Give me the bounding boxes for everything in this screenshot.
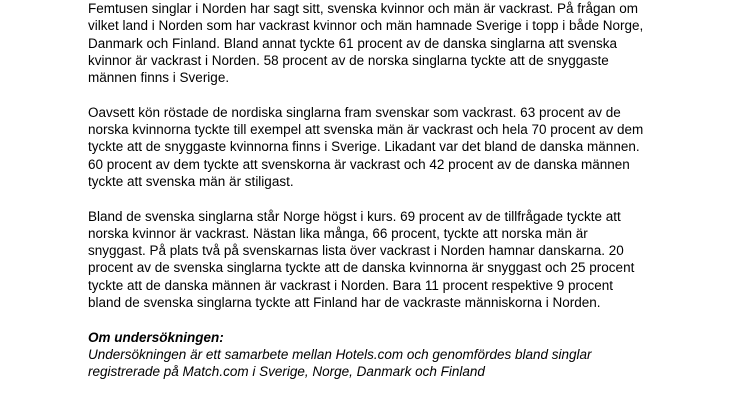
text-line: snyggast. På plats två på svenskarnas lista över vackrast i Norden hamnar danskarna. 20 <box>88 243 624 259</box>
text-line: norska kvinnorna tyckte till exempel att svenska män är vackrast och hela 70 procent av dem <box>88 122 644 138</box>
text-line: norska kvinnor är vackrast. Nästan lika många, 66 procent, tyckte att norska män är <box>88 225 588 241</box>
text-line: 60 procent av dem tyckte att svenskorna är vackrast och 42 procent av de danska männen <box>88 156 630 172</box>
text-line: kvinnor är vackrast i Norden. 58 procent av de norska singlarna tyckte att de snyggaste <box>88 52 609 68</box>
text-line: bland de svenska singlarna tyckte att Finland har de vackraste människorna i Norden. <box>88 295 601 311</box>
paragraph-2 <box>88 104 728 190</box>
text-line: vilket land i Norden som har vackrast kvinnor och män hamnade Sverige i topp i både Norge, <box>88 18 644 34</box>
paragraph-3 <box>88 208 728 312</box>
about-section <box>88 329 728 381</box>
text-line: tyckte att svenska män är stiligast. <box>88 173 294 189</box>
about-text-line: Undersökningen är ett samarbete mellan Hotels.com och genomfördes bland singlar <box>88 346 592 362</box>
text-line: Bland de svenska singlarna står Norge högst i kurs. 69 procent av de tillfrågade tyckte att <box>88 208 621 224</box>
text-line: Femtusen singlar i Norden har sagt sitt, svenska kvinnor och män är vackrast. På frågan om <box>88 1 638 16</box>
about-heading: Om undersökningen: <box>88 329 224 345</box>
paragraph-1 <box>88 0 728 86</box>
text-line: männen finns i Sverige. <box>88 70 230 86</box>
about-text-line: registrerade på Match.com i Sverige, Norge, Danmark och Finland <box>88 364 485 380</box>
document-body <box>88 0 728 381</box>
text-line: Oavsett kön röstade de nordiska singlarna fram svenskar som vackrast. 63 procent av de <box>88 104 621 120</box>
text-line: tyckte att de danska männen är vackrast i Norden. Bara 11 procent respektive 9 procent <box>88 277 614 293</box>
text-line: Danmark och Finland. Bland annat tyckte 61 procent av de danska singlarna att svenska <box>88 35 618 51</box>
text-line: tyckte att de snyggaste kvinnorna finns i Sverige. Likadant var det bland de danska männen. <box>88 139 640 155</box>
text-line: procent av de svenska singlarna tyckte att de danska kvinnorna är snyggast och 25 procent <box>88 260 635 276</box>
